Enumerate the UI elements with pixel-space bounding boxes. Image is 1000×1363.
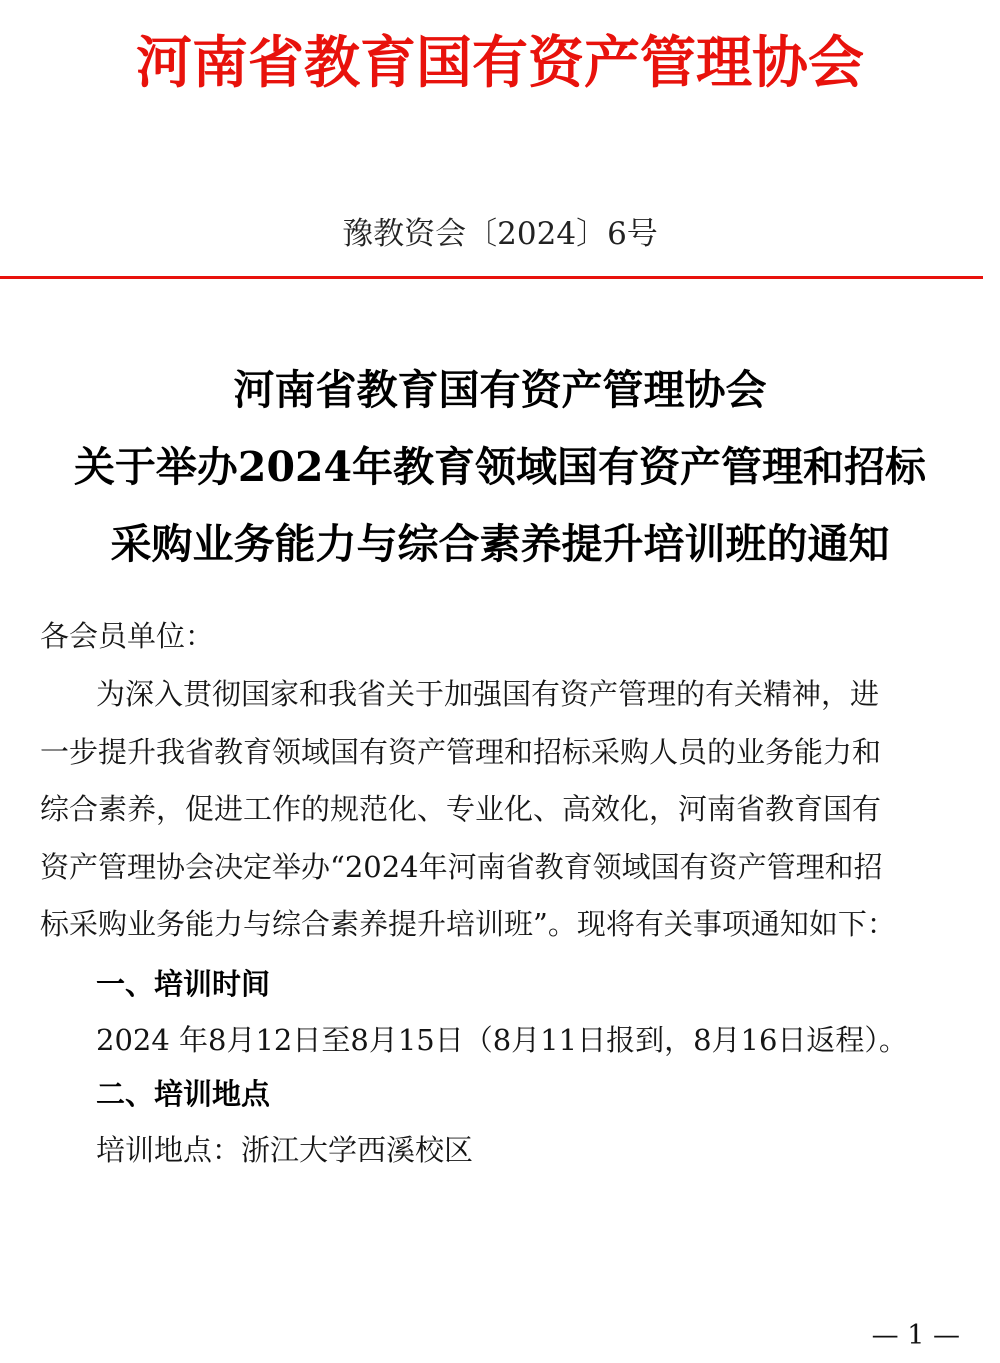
notice-title-line-2: 关于举办2024年教育领域国有资产管理和招标 bbox=[73, 443, 927, 491]
intro-paragraph-line-2: 一步提升我省教育领域国有资产管理和招标采购人员的业务能力和 bbox=[40, 734, 882, 769]
intro-paragraph-line-3: 综合素养，促进工作的规范化、专业化、高效化，河南省教育国有 bbox=[40, 792, 882, 826]
section-content-training-time: 2024 年8月12日至8月15日（8月11日报到，8月16日返程）。 bbox=[96, 1023, 908, 1057]
intro-paragraph bbox=[40, 666, 945, 954]
section-content-training-location: 培训地点：浙江大学西溪校区 bbox=[96, 1133, 474, 1167]
salutation: 各会员单位： bbox=[40, 619, 215, 653]
notice-title-line-1: 河南省教育国有资产管理协会 bbox=[233, 366, 767, 414]
intro-paragraph-line-5: 标采购业务能力与综合素养提升培训班”。现将有关事项通知如下： bbox=[40, 907, 896, 941]
document-number: 豫教资会〔2024〕6号 bbox=[342, 216, 658, 252]
red-divider-line bbox=[0, 276, 983, 279]
section-heading-training-time: 一、培训时间 bbox=[96, 967, 271, 1001]
page-number: — 1 — bbox=[871, 1320, 960, 1351]
intro-paragraph-line-4: 资产管理协会决定举办“2024年河南省教育领域国有资产管理和招 bbox=[40, 849, 883, 884]
notice-title bbox=[0, 352, 1000, 583]
issuer-masthead: 河南省教育国有资产管理协会 bbox=[136, 31, 864, 96]
notice-title-line-3: 采购业务能力与综合素养提升培训班的通知 bbox=[110, 520, 890, 568]
section-heading-training-location: 二、培训地点 bbox=[96, 1077, 271, 1111]
intro-paragraph-line-1: 为深入贯彻国家和我省关于加强国有资产管理的有关精神，进 bbox=[96, 677, 880, 711]
